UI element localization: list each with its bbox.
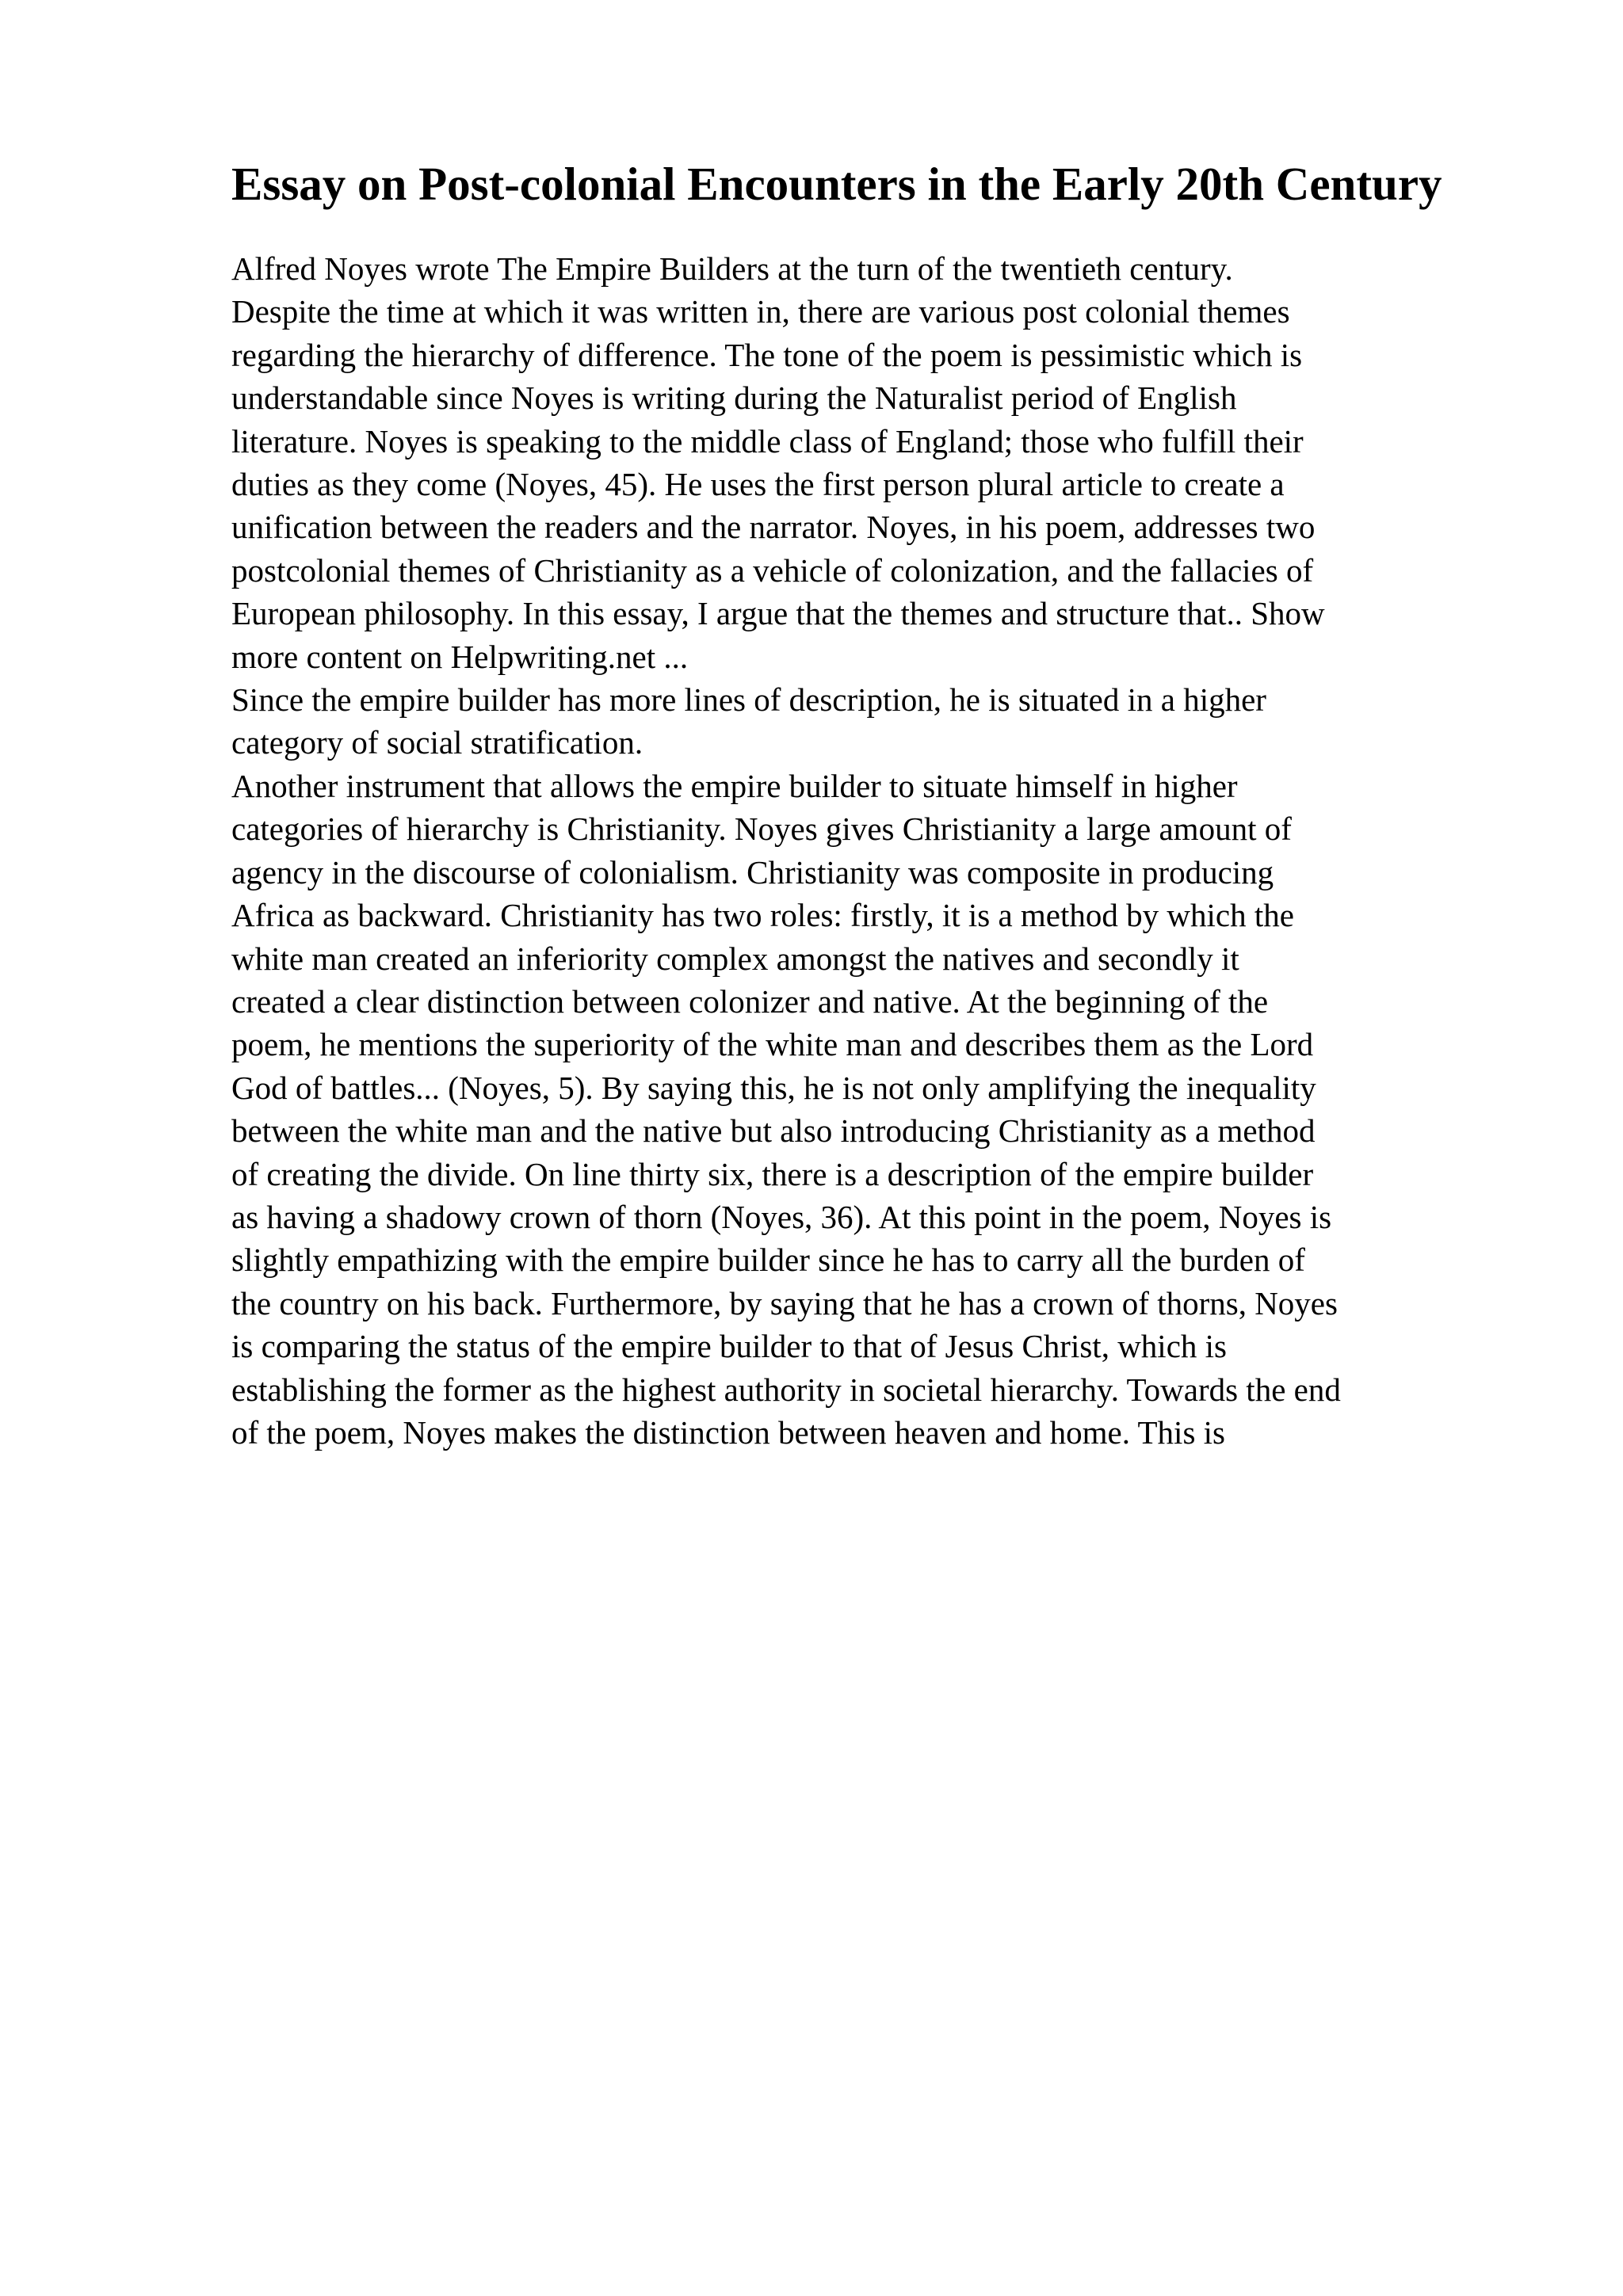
essay-body <box>231 247 1515 1454</box>
essay-paragraph-christianity: Another instrument that allows the empire builder to situate himself in higher categories of hierarchy is Christianity. Noyes gives Christianity a large amount of agency in the discourse of colonialism. Christianity was composite in producing Africa as backward. Christianity has two roles: firstly, it is a method by which the white man created an inferiority complex amongst the natives and secondly it created a clear distinction between colonizer and native. At the beginning of the poem, he mentions the superiority of the white man and describes them as the Lord God of battles... (Noyes, 5). By saying this, he is not only amplifying the inequality between the white man and the native but also introducing Christianity as a method of creating the divide. On line thirty six, there is a description of the empire builder as having a shadowy crown of thorn (Noyes, 36). At this point in the poem, Noyes is slightly empathizing with the empire builder since he has to carry all the burden of the country on his back. Furthermore, by saying that he has a crown of thorns, Noyes is comparing the status of the empire builder to that of Jesus Christ, which is establishing the former as the highest authority in societal hierarchy. Towards the end of the poem, Noyes makes the distinction between heaven and home. This is <box>231 767 1341 1451</box>
essay-paragraph-intro: Alfred Noyes wrote The Empire Builders at the turn of the twentieth century. Despite the time at which it was written in, there are various post colonial themes regarding the hierarchy of difference. The tone of the poem is pessimistic which is understandable since Noyes is writing during the Naturalist period of English literature. Noyes is speaking to the middle class of England; those who fulfill their duties as they come (Noyes, 45). He uses the first person plural article to create a unification between the readers and the narrator. Noyes, in his poem, addresses two postcolonial themes of Christianity as a vehicle of colonization, and the fallacies of European philosophy. In this essay, I argue that the themes and structure that.. Show more content on Helpwriting.net ... <box>231 250 1325 675</box>
essay-paragraph-stratification: Since the empire builder has more lines of description, he is situated in a higher category of social stratification. <box>231 681 1266 761</box>
essay-title: Essay on Post-colonial Encounters in the Early 20th Century <box>231 158 1442 210</box>
